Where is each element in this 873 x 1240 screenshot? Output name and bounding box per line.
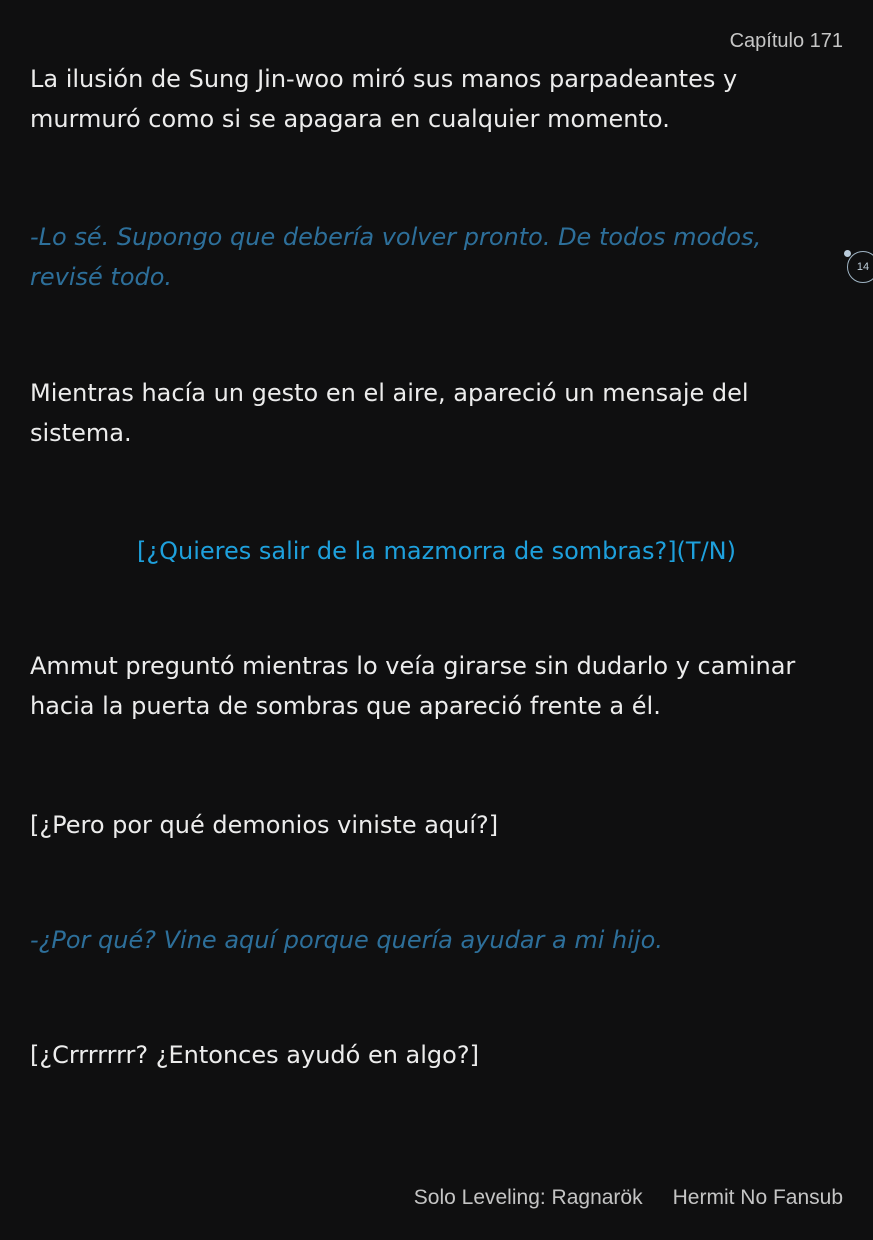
translator-credit: Hermit No Fansub <box>672 1186 843 1209</box>
novel-title: Solo Leveling: Ragnarök <box>413 1186 643 1209</box>
dialogue-line: -¿Por qué? Vine aquí porque quería ayudar a mi hijo. <box>30 926 663 954</box>
dialogue-line: -Lo sé. Supongo que debería volver pronto. De todos modos, revisé todo. <box>30 223 762 291</box>
paragraph: Ammut preguntó mientras lo veía girarse sin dudarlo y caminar hacia la puerta de sombras que apareció frente a él. <box>30 652 796 720</box>
system-message: [¿Quieres salir de la mazmorra de sombras?](T/N) <box>137 537 736 565</box>
page-progress-indicator[interactable] <box>847 251 873 283</box>
chapter-label: Capítulo 171 <box>729 30 843 52</box>
paragraph: La ilusión de Sung Jin-woo miró sus manos parpadeantes y murmuró como si se apagara en cualquier momento. <box>30 65 738 133</box>
footer <box>414 1186 843 1210</box>
page-number: 14 <box>856 261 870 273</box>
paragraph: Mientras hacía un gesto en el aire, apareció un mensaje del sistema. <box>30 379 749 447</box>
dialogue-bracket: [¿Pero por qué demonios viniste aquí?] <box>30 811 499 839</box>
dialogue-bracket: [¿Crrrrrrr? ¿Entonces ayudó en algo?] <box>30 1041 479 1069</box>
